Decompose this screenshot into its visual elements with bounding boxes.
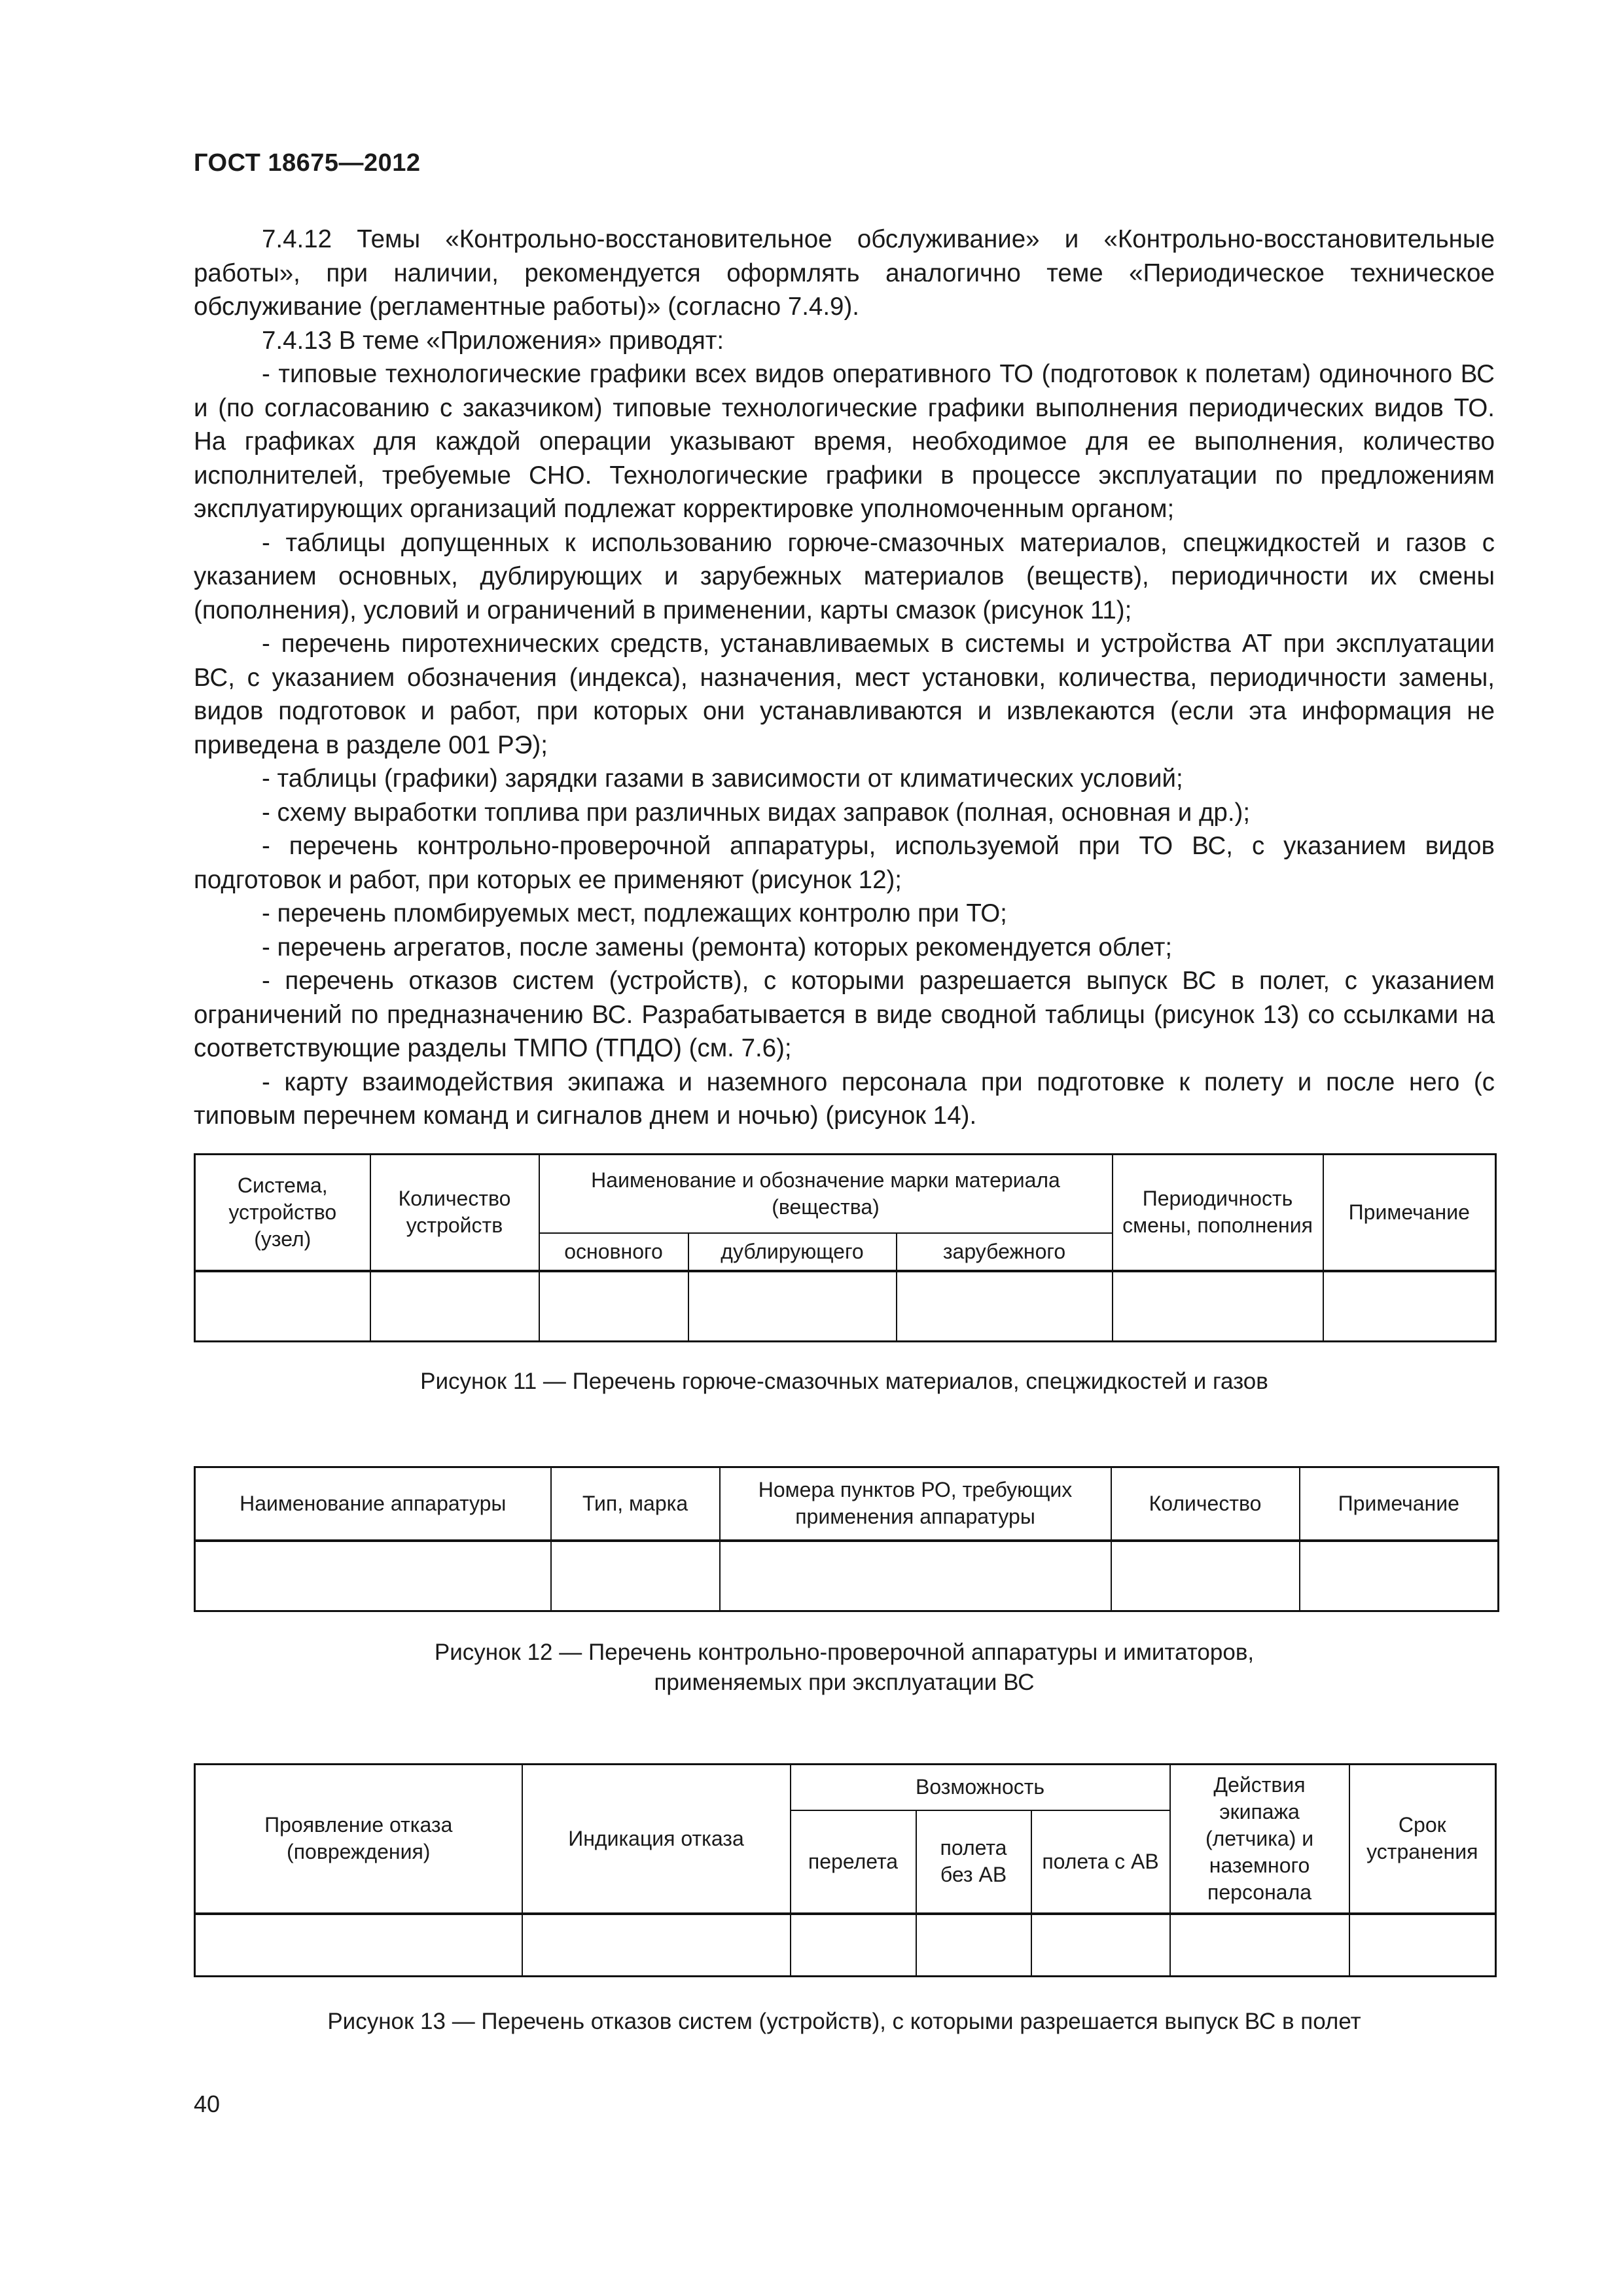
table-cell [539,1271,688,1342]
table-cell [370,1271,539,1342]
table-cell [195,1541,551,1611]
header-apparatus-name: Наименование аппаратуры [195,1467,551,1541]
table-cell [688,1271,897,1342]
page-number: 40 [194,2090,221,2117]
table-cell [1111,1541,1300,1611]
table-cell [1323,1271,1496,1342]
list-item: - перечень пломбируемых мест, подлежащих контролю при ТО; [262,899,1007,927]
header-possibility: Возможность [791,1765,1170,1810]
figure-11-table [194,1153,1497,1342]
figure-12-caption-line-1: Рисунок 12 — Перечень контрольно-проверочной аппаратуры и имитаторов, [434,1640,1255,1665]
header-failure: Проявление отказа (повреждения) [195,1765,522,1914]
table-cell [195,1271,370,1342]
list-item: - карту взаимодействия экипажа и наземного персонала при подготовке к полету и после него (с типовым перечнем команд и сигналов днем и ночью) (рисунок 14). [194,1067,1495,1130]
header-items: Номера пунктов РО, требующих применения аппаратуры [720,1467,1111,1541]
header-main: основного [539,1233,688,1271]
table-cell [1170,1914,1349,1977]
list-item: - перечень пиротехнических средств, устанавливаемых в системы и устройства АТ при эксплуатации ВС, с указанием обозначения (индекса), назначения, мест установки, количества, периодичности замены, видов подготовок и работ, при которых они устанавливаются и извлекаются (если эта информация не приведена в разделе 001 РЭ); [194,630,1495,759]
table-cell [1113,1271,1323,1342]
paragraph-7-4-12: 7.4.12 Темы «Контрольно-восстановительное обслуживание» и «Контрольно-восстановительные работы», при наличии, рекомендуется оформлять аналогично теме «Периодическое техническое обслуживание (регламентные работы)» (согласно 7.4.9). [194,225,1495,321]
header-actions: Действия экипажа (летчика) и наземного персонала [1170,1765,1349,1914]
table-row [195,1271,1496,1342]
figure-11-caption: Рисунок 11 — Перечень горюче-смазочных материалов, спецжидкостей и газов [420,1369,1268,1394]
page-header: ГОСТ 18675—2012 [194,149,421,177]
header-type: Тип, марка [551,1467,720,1541]
header-quantity: Количество [1111,1467,1300,1541]
body-text [194,223,1495,1133]
header-backup: дублирующего [688,1233,897,1271]
header-system: Система, устройство (узел) [195,1155,370,1271]
table-cell [522,1914,791,1977]
table-cell [1349,1914,1496,1977]
figure-13-caption: Рисунок 13 — Перечень отказов систем (устройств), с которыми разрешается выпуск ВС в полет [327,2009,1361,2034]
figure-13-table [194,1763,1497,1977]
list-item: - таблицы допущенных к использованию горюче-смазочных материалов, спецжидкостей и газов с указанием основных, дублирующих и зарубежных материалов (веществ), периодичности их смены (пополнения), условий и ограничений в применении, карты смазок (рисунок 11); [194,528,1495,624]
header-foreign: зарубежного [897,1233,1113,1271]
header-period: Периодичность смены, пополнения [1113,1155,1323,1271]
header-term: Срок устранения [1349,1765,1496,1914]
table-cell [791,1914,916,1977]
table-row [195,1914,1496,1977]
list-item: - перечень контрольно-проверочной аппаратуры, используемой при ТО ВС, с указанием видов подготовок и работ, при которых ее применяют (рисунок 12); [194,832,1495,894]
list-item: - перечень отказов систем (устройств), с которыми разрешается выпуск ВС в полет, с указанием ограничений по предназначению ВС. Разрабатывается в виде сводной таблицы (рисунок 13) со ссылками на соответствующие разделы ТМПО (ТПДО) (см. 7.6); [194,967,1495,1062]
figure-12-caption [194,1638,1495,1698]
header-material: Наименование и обозначение марки материала (вещества) [539,1155,1113,1233]
table-cell [1031,1914,1170,1977]
table-cell [916,1914,1031,1977]
figure-12-table [194,1466,1499,1612]
header-note: Примечание [1323,1155,1496,1271]
header-note: Примечание [1300,1467,1499,1541]
table-cell [720,1541,1111,1611]
list-item: - схему выработки топлива при различных видах заправок (полная, основная и др.); [262,798,1251,827]
list-item: - типовые технологические графики всех видов оперативного ТО (подготовок к полетам) одиночного ВС и (по согласованию с заказчиком) типовые технологические графики выполнения периодических видов ТО. На графиках для каждой операции указывают время, необходимое для ее выполнения, количество исполнителей, требуемые СНО. Технологические графики в процессе эксплуатации по предложениям эксплуатирующих организаций подлежат корректировке уполномоченным органом; [194,360,1495,523]
figure-12-caption-line-2: применяемых при эксплуатации ВС [654,1670,1035,1695]
table-cell [1300,1541,1499,1611]
table-cell [897,1271,1113,1342]
list-item: - перечень агрегатов, после замены (ремонта) которых рекомендуется облет; [262,933,1173,961]
table-cell [551,1541,720,1611]
header-indication: Индикация отказа [522,1765,791,1914]
paragraph-7-4-13: 7.4.13 В теме «Приложения» приводят: [262,326,724,355]
header-flight-no-av: полета без АВ [916,1810,1031,1914]
list-item: - таблицы (графики) зарядки газами в зависимости от климатических условий; [262,764,1183,793]
table-row [195,1541,1499,1611]
table-cell [195,1914,522,1977]
header-count: Количество устройств [370,1155,539,1271]
header-ferry: перелета [791,1810,916,1914]
header-flight-av: полета с АВ [1031,1810,1170,1914]
